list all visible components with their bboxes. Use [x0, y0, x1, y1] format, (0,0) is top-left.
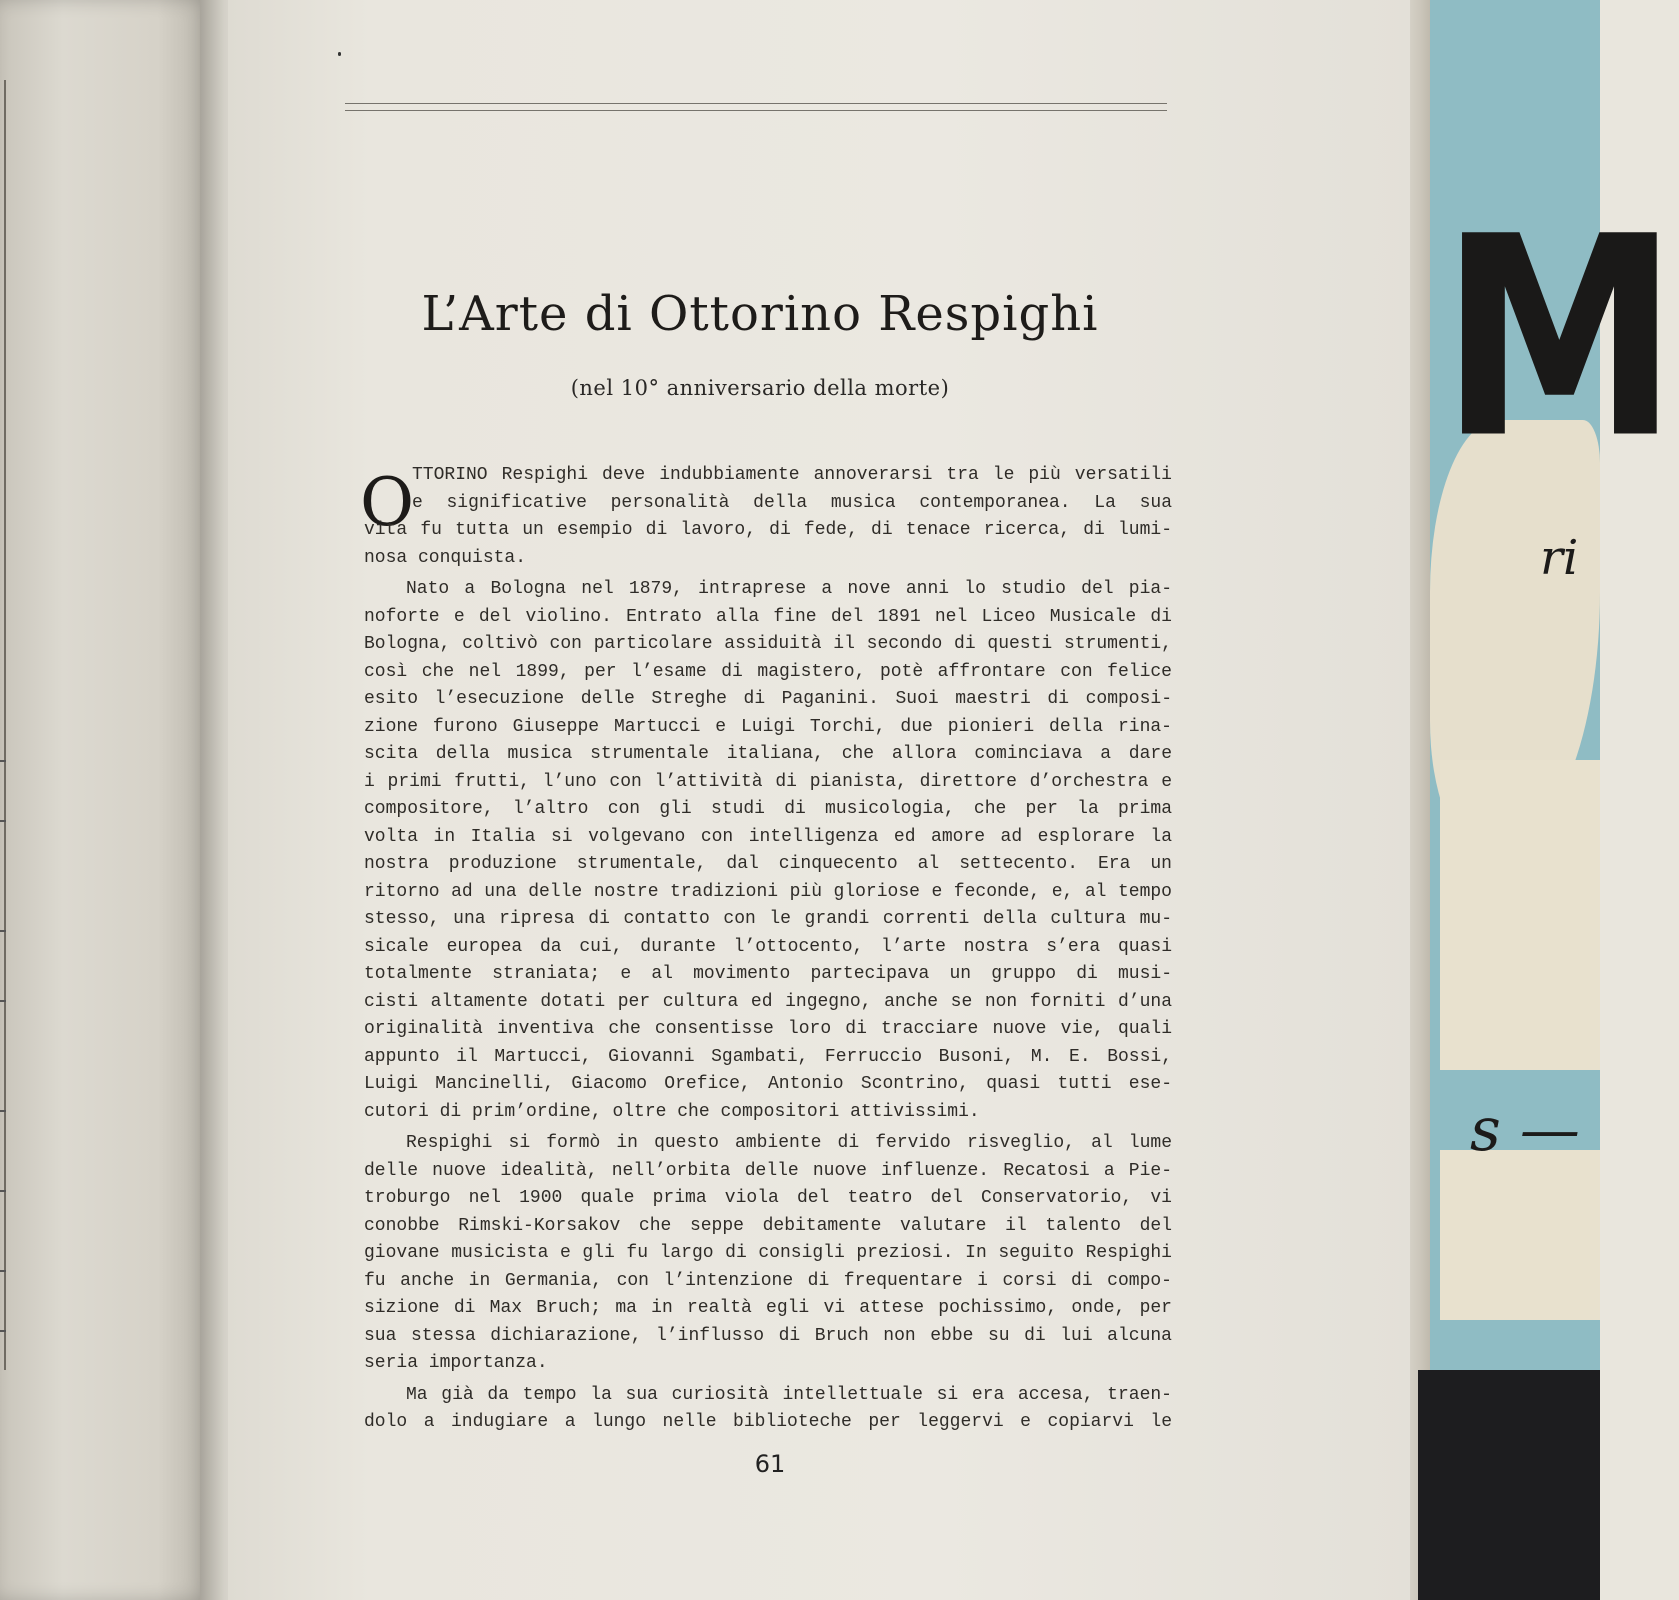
text-line: fu anche in Germania, con l’intenzione di frequentare i corsi di compo-: [364, 1270, 1172, 1291]
previous-page-edge: [0, 0, 210, 1600]
text-line: giovane musicista e gli fu largo di consigli preziosi. In seguito Respighi: [364, 1243, 1172, 1263]
previous-page-mark: [0, 1000, 6, 1002]
text-line: sicale europea da cui, durante l’ottocento, l’arte nostra s’era quasi: [364, 936, 1172, 957]
text-line: zione furono Giuseppe Martucci e Luigi Torchi, due pionieri della rina-: [364, 716, 1172, 737]
text-line: dolo a indugiare a lungo nelle biblioteche per leggervi e copiarvi le: [364, 1412, 1172, 1432]
text-line: nosa conquista.: [364, 547, 527, 568]
text-line: sizione di Max Bruch; ma in realtà egli vi attese pochissimo, onde, per: [364, 1298, 1172, 1318]
page-edge: [1410, 0, 1432, 1600]
article-title: L’Arte di Ottorino Respighi: [421, 286, 1099, 342]
previous-page-mark: [0, 1110, 6, 1112]
text-line: vita fu tutta un esempio di lavoro, di fede, di tenace ricerca, di lumi-: [364, 520, 1172, 540]
cover-shape: [1440, 760, 1600, 1320]
text-line: scita della musica strumentale italiana, che allora cominciava a dare: [364, 744, 1172, 764]
text-line: Nato a Bologna nel 1879, intraprese a nove anni lo studio del pia-: [406, 579, 1172, 599]
cover-letter: M: [1440, 177, 1679, 499]
text-line: volta in Italia si volgevano con intelligenza ed amore ad esplorare la: [364, 826, 1172, 847]
text-line: TTORINO Respighi deve indubbiamente annoverarsi tra le più versatili: [412, 465, 1172, 485]
text-line: nostra produzione strumentale, dal cinquecento al settecento. Era un: [364, 854, 1172, 874]
drop-cap: O: [360, 464, 415, 541]
previous-page-mark: [0, 760, 6, 762]
previous-page-mark: [0, 930, 6, 932]
text-line: appunto il Martucci, Giovanni Sgambati, Ferruccio Busoni, M. E. Bossi,: [364, 1046, 1172, 1067]
text-line: e significative personalità della musica contemporanea. La sua: [412, 492, 1172, 513]
text-line: seria importanza.: [364, 1353, 548, 1373]
cover-script-text: s —: [1470, 1095, 1580, 1165]
text-line: compositore, l’altro con gli studi di musicologia, che per la prima: [364, 799, 1172, 819]
text-line: cisti altamente dotati per cultura ed ingegno, anche se non forniti d’una: [364, 991, 1172, 1012]
text-line: delle nuove idealità, nell’orbita delle nuove influenze. Recatosi a Pie-: [364, 1160, 1172, 1181]
text-line: conobbe Rimski-Korsakov che seppe debitamente valutare il talento del: [364, 1215, 1172, 1236]
text-line: stesso, una ripresa di contatto con le grandi correnti della cultura mu-: [364, 909, 1172, 929]
text-line: troburgo nel 1900 quale prima viola del teatro del Conservatorio, vi: [364, 1188, 1172, 1208]
page-number: 61: [754, 1450, 786, 1478]
previous-page-mark: [0, 1330, 6, 1332]
previous-page-mark: [0, 1190, 6, 1192]
text-line: cutori di prim’ordine, oltre che compositori attivissimi.: [364, 1101, 980, 1122]
header-double-rule: [345, 103, 1167, 111]
previous-page-mark: [0, 820, 6, 822]
text-line: Bologna, coltivò con particolare assiduità il secondo di questi strumenti,: [364, 634, 1172, 654]
text-line: totalmente straniata; e al movimento partecipava un gruppo di musi-: [364, 964, 1172, 984]
text-line: così che nel 1899, per l’esame di magistero, potè affrontare con felice: [364, 661, 1172, 682]
text-line: originalità inventiva che consentisse loro di tracciare nuove vie, quali: [364, 1019, 1172, 1039]
table-surface: [1418, 1370, 1600, 1600]
text-line: ritorno ad una delle nostre tradizioni più gloriose e feconde, e, al tempo: [364, 881, 1172, 902]
text-line: sua stessa dichiarazione, l’influsso di Bruch non ebbe su di lui alcuna: [364, 1325, 1172, 1346]
previous-page-mark: [0, 1270, 6, 1272]
text-line: Luigi Mancinelli, Giacomo Orefice, Antonio Scontrino, quasi tutti ese-: [364, 1074, 1172, 1094]
previous-page-border: [4, 80, 6, 1370]
text-line: esito l’esecuzione delle Streghe di Paganini. Suoi maestri di composi-: [364, 689, 1172, 709]
text-line: noforte e del violino. Entrato alla fine del 1891 nel Liceo Musicale di: [364, 606, 1172, 627]
print-speck: [338, 52, 341, 56]
cover-script-text: ri: [1540, 530, 1579, 586]
article-subtitle: (nel 10° anniversario della morte): [570, 376, 950, 400]
text-line: i primi frutti, l’uno con l’attività di pianista, direttore d’orchestra e: [364, 771, 1172, 792]
text-line: Respighi si formò in questo ambiente di fervido risveglio, al lume: [406, 1133, 1172, 1153]
text-line: Ma già da tempo la sua curiosità intellettuale si era accesa, traen-: [406, 1384, 1172, 1405]
article-body: [364, 462, 1172, 1437]
